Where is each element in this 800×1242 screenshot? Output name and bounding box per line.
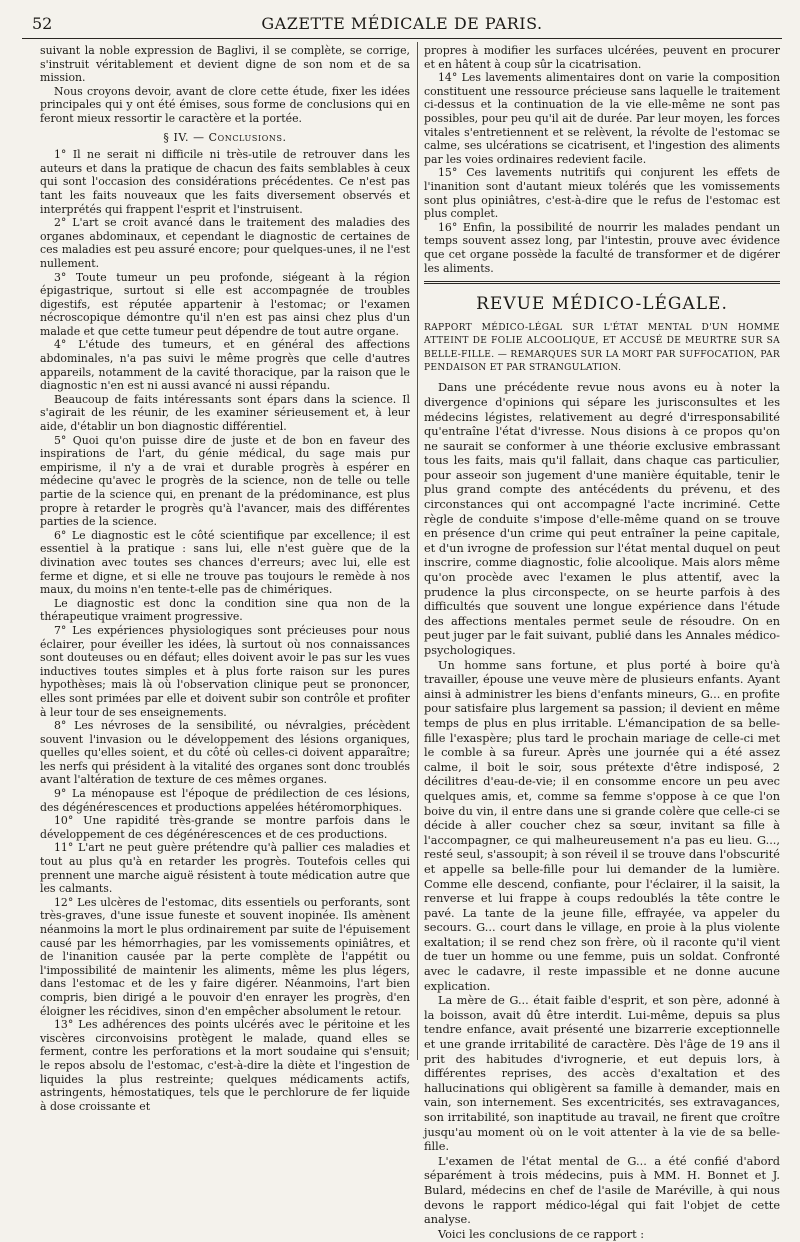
conclusion-5: 5° Quoi qu'on puisse dire de juste et de bon en faveur des inspirations de l'art, du génie médical, du sage mais pur empirisme, il n'y a de vrai et durable progrès à espérer en médecine qu'avec le progrès de la science, non de telle ou telle partie de la science qui, en prenant de la prédominance, est plus propre à retarder le progrès qu'à l'avancer, mais des différentes parties de la science. [40, 433, 410, 529]
conclusion-14: 14° Les lavements alimentaires dont on varie la composition constituent une ressource précieuse sans laquelle le traitement ci-dessus et la continuation de la vie elle-même ne sont pas possibles, pour peu qu'il ait de durée. Par leur moyen, les forces vitales s'entretiennent et se relèvent, la révolte de l'estomac se calme, ses ulcérations se cicatrisent, et l'ingestion des aliments par les voies ordinaires redevient facile. [424, 71, 780, 166]
left-column [40, 44, 410, 1113]
conclusion-1: 1° Il ne serait ni difficile ni très-utile de retrouver dans les auteurs et dans la pratique de chacun des faits semblables à ceux qui sont l'occasion des considérations précédentes. Ce n'est pas tant les faits nouveaux que les faits diversement observés et interprétés qui frappent l'esprit et l'instruisent. [40, 148, 410, 216]
section-heading: § IV. — Conclusions. [163, 130, 287, 144]
right-column [424, 44, 780, 1242]
paragraph: Dans une précédente revue nous avons eu à noter la divergence d'opinions qui sépare les jurisconsultes et les médecins légistes, relativement au degré d'irresponsabilité qu'entraîne l'état d'ivresse. Nous disions à ce propos qu'on ne saurait se conformer à une théorie exclusive embrassant tous les faits, mais qu'il fallait, dans chaque cas particulier, pour asseoir son jugement d'une manière équitable, tenir le plus grand compte des antécédents du prévenu, et des circonstances qui ont accompagné l'acte incriminé. Cette règle de conduite s'impose d'elle-même quand on se trouve en présence d'un crime qui peut entraîner la peine capitale, et d'un ivrogne de profession sur l'état mental duquel on peut inscrire, comme diagnostic, folie alcoolique. Mais alors même qu'on procède avec l'examen le plus attentif, avec la prudence la plus circonspecte, on se heurte parfois à des difficultés que souvent une longue expérience dans l'étude des affections mentales permet seule de résoudre. On en peut juger par le fait suivant, publié dans les Annales médico-psychologiques. [424, 381, 780, 657]
conclusion-2: 2° L'art se croit avancé dans le traitement des maladies des organes abdominaux, et cependant le diagnostic de certaines de ces maladies est peu assuré encore; pour quelques-unes, il ne l'est nullement. [40, 216, 410, 270]
conclusion-4: 4° L'étude des tumeurs, et en général des affections abdominales, n'a pas suivi le même progrès que celle d'autres appareils, notamment de la cavité thoracique, par la raison que le diagnostic n'en est ni aussi avancé ni aussi répandu. [40, 338, 410, 393]
running-title: GAZETTE MÉDICALE DE PARIS. [261, 14, 543, 33]
paragraph: Nous croyons devoir, avant de clore cette étude, fixer les idées principales qui y ont été émises, sous forme de conclusions qui en feront mieux ressortir le caractère et la portée. [40, 84, 410, 125]
conclusion-7: 7° Les expériences physiologiques sont précieuses pour nous éclairer, pour éveiller les idées, là surtout où nos connaissances sont douteuses ou en défaut; elles doivent avoir le pas sur les vues inductives toutes simples et à plus forte raison sur les pures hypothèses; mais là où l'observation clinique peut se prononcer, elles sont primées par elle et doivent subir son contrôle et profiter à leur tour de ses enseignements. [40, 623, 410, 719]
conclusion-12: 12° Les ulcères de l'estomac, dits essentiels ou perforants, sont très-graves, d'une issue funeste et souvent inopinée. Ils amènent néanmoins la mort le plus ordinairement par suite de l'épuisement causé par les hémorrhagies, par les vomissements opiniâtres, et de l'inanition causée par la perte complète de l'appétit ou l'impossibilité de maintenir les aliments, même les plus légers, dans l'estomac et de les y faire digérer. Néanmoins, l'art bien compris, bien dirigé a le pouvoir d'en enrayer les progrès, d'en éloigner les récidives, sinon d'en empêcher absolument le retour. [40, 895, 410, 1018]
section-separator [424, 281, 780, 284]
paragraph: La mère de G... était faible d'esprit, et son père, adonné à la boisson, avait dû être interdit. Lui-même, depuis sa plus tendre enfance, avait présenté une bizarrerie exceptionnelle et une grande irritabilité de caractère. Dès l'âge de 19 ans il prit des habitudes d'ivrognerie, et eut depuis lors, à différentes reprises, des accès d'exaltation et des hallucinations qui obligèrent sa famille à demander, mais en vain, son internement. Ses excentricités, ses extravagances, son irritabilité, son inaptitude au travail, ne firent que croître jusqu'au moment où on le voit attenter à la vie de sa belle-fille. [424, 994, 780, 1154]
article-title: RAPPORT MÉDICO-LÉGAL SUR L'ÉTAT MENTAL D'UN HOMME ATTEINT DE FOLIE ALCOOLIQUE, ET ACCUSÉ DE MEURTRE SUR SA BELLE-FILLE. — REMARQUES SUR LA MORT PAR SUFFOCATION, PAR PENDAISON ET PAR STRANGULATION. [424, 322, 780, 373]
paragraph: Le diagnostic est donc la condition sine qua non de la thérapeutique vraiment progressive. [40, 596, 410, 624]
section-title: REVUE MÉDICO-LÉGALE. [476, 294, 728, 315]
conclusion-15: 15° Ces lavements nutritifs qui conjurent les effets de l'inanition sont d'autant mieux tolérés que les vomissements sont plus opiniâtres, c'est-à-dire que le refus de l'estomac est plus complet. [424, 166, 780, 221]
page-number: 52 [32, 14, 53, 33]
column-divider [417, 42, 418, 1060]
paragraph: propres à modifier les surfaces ulcérées, peuvent en procurer et en hâtent à coup sûr la cicatrisation. [424, 44, 780, 71]
paragraph: Un homme sans fortune, et plus porté à boire qu'à travailler, épouse une veuve mère de plusieurs enfants. Ayant ainsi à administrer les biens d'enfants mineurs, G... en profite pour satisfaire plus largement sa passion; il devient en même temps de plus en plus irritable. L'émancipation de sa belle-fille l'exaspère; plus tard le prochain mariage de celle-ci met le comble à sa fureur. Après une journée qui a été assez calme, il boit le soir, sous prétexte d'être indisposé, 2 décilitres d'eau-de-vie; il en consomme encore un peu avec quelques amis, et, comme sa femme s'oppose à ce que l'on boive du vin, il entre dans une si grande colère que celle-ci se décide à aller coucher chez sa sœur, invitant sa fille à l'accompagner, ce qui malheureusement n'a pas eu lieu. G..., resté seul, s'assoupit; à son réveil il se trouve dans l'obscurité et appelle sa belle-fille pour lui demander de la lumière. Comme elle descend, confiante, pour l'éclairer, il la saisit, la renverse et lui frappe à coups redoublés la tête contre le pavé. La tante de la jeune fille, effrayée, va appeler du secours. G... court dans le village, en proie à la plus violente exaltation; il se rend chez son frère, où il raconte qu'il vient de tuer un homme ou une femme, puis un soldat. Confronté avec le cadavre, il reste impassible et ne donne aucune explication. [424, 658, 780, 993]
article-body [424, 381, 780, 1242]
conclusion-11: 11° L'art ne peut guère prétendre qu'à pallier ces maladies et tout au plus qu'à en retarder les progrès. Toutefois celles qui prennent une marche aiguë résistent à toute médication autre que les calmants. [40, 841, 410, 896]
paragraph: Beaucoup de faits intéressants sont épars dans la science. Il s'agirait de les réunir, de les examiner sérieusement et, à leur aide, d'établir un bon diagnostic différentiel. [40, 392, 410, 434]
conclusion-9: 9° La ménopause est l'époque de prédilection de ces lésions, des dégénérescences et productions appelées hétéromorphiques. [40, 787, 410, 814]
paragraph: suivant la noble expression de Baglivi, il se complète, se corrige, s'instruit véritablement et devient digne de son nom et de sa mission. [40, 44, 410, 85]
paragraph: Voici les conclusions de ce rapport : [438, 1227, 645, 1241]
conclusion-6: 6° Le diagnostic est le côté scientifique par excellence; il est essentiel à la pratique : sans lui, elle n'est guère que de la divination avec toutes ses chances d'erreurs; avec lui, elle est ferme et digne, et si elle ne trouve pas toujours le remède à nos maux, du moins n'en tente-t-elle pas de chimériques. [40, 528, 410, 597]
page-header [22, 8, 782, 39]
conclusion-16: 16° Enfin, la possibilité de nourrir les malades pendant un temps souvent assez long, par l'intestin, prouve avec évidence que cet organe possède la faculté de transformer et de digérer les aliments. [424, 220, 780, 275]
conclusion-8: 8° Les névroses de la sensibilité, ou névralgies, précèdent souvent l'invasion ou le développement des lésions organiques, quelles qu'elles soient, et du côté où celles-ci doivent apparaître; les nerfs qui président à la vitalité des organes sont donc troublés avant l'altération de texture de ces mêmes organes. [40, 719, 410, 787]
conclusion-13: 13° Les adhérences des points ulcérés avec le péritoine et les viscères circonvoisins protègent le malade, quand elles se ferment, contre les perforations et la mort soudaine qui s'ensuit; le repos absolu de l'estomac, c'est-à-dire la diète et l'ingestion de liquides la plus restreinte; quelques médicaments actifs, astringents, hémostatiques, tels que le perchlorure de fer liquide à dose croissante et [40, 1018, 410, 1113]
conclusion-10: 10° Une rapidité très-grande se montre parfois dans le développement de ces dégénérescences et de ces productions. [40, 814, 410, 841]
conclusion-3: 3° Toute tumeur un peu profonde, siégeant à la région épigastrique, surtout si elle est accompagnée de troubles digestifs, est réputée appartenir à l'estomac; or l'examen nécroscopique démontre qu'il n'en est pas ainsi chez plus d'un malade et que cette tumeur peut dépendre de tout autre organe. [40, 270, 410, 338]
paragraph: L'examen de l'état mental de G... a été confié d'abord séparément à trois médecins, puis à MM. H. Bonnet et J. Bulard, médecins en chef de l'asile de Maréville, à qui nous devons le rapport médico-légal qui fait l'objet de cette analyse. [424, 1154, 780, 1227]
